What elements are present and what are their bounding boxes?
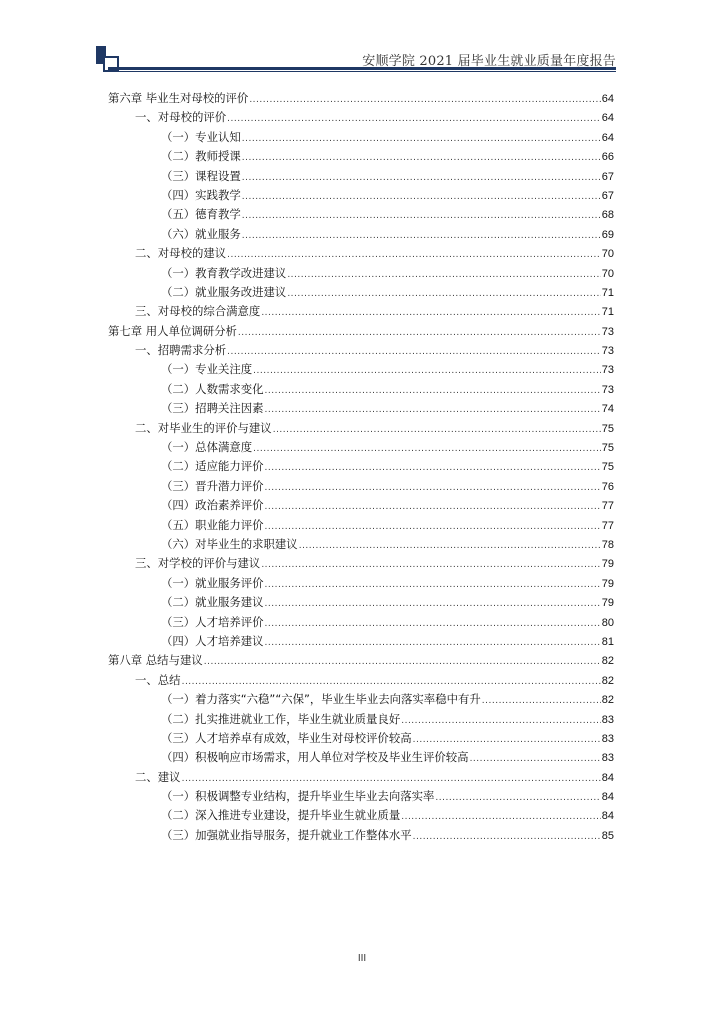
toc-entry[interactable]: [108, 516, 614, 535]
toc-entry[interactable]: [108, 535, 614, 554]
toc-leader-dots: [227, 343, 601, 362]
toc-entry-page: 82: [601, 674, 614, 687]
toc-entry-page: 83: [601, 732, 614, 745]
toc-leader-dots: [401, 808, 601, 827]
toc-entry[interactable]: [108, 768, 614, 787]
toc-entry-page: 84: [601, 791, 614, 804]
toc-entry[interactable]: [108, 496, 614, 515]
toc-entry[interactable]: [108, 729, 614, 748]
toc-entry-title: （一）着力落实“六稳”“六保”，毕业生毕业去向落实率稳中有升: [161, 692, 481, 707]
header-title: 安顺学院 2021 届毕业生就业质量年度报告: [362, 54, 616, 69]
toc-entry-page: 67: [601, 189, 614, 202]
toc-leader-dots: [287, 285, 600, 304]
toc-leader-dots: [227, 110, 601, 129]
toc-entry-title: （一）就业服务评价: [161, 575, 264, 590]
toc-entry[interactable]: [108, 806, 614, 825]
toc-leader-dots: [242, 207, 601, 226]
toc-entry[interactable]: [108, 283, 614, 302]
toc-entry[interactable]: [108, 89, 614, 108]
toc-entry[interactable]: [108, 632, 614, 651]
toc-entry-page: 77: [601, 519, 614, 532]
toc-entry-title: （二）适应能力评价: [161, 459, 264, 474]
toc-entry[interactable]: [108, 671, 614, 690]
toc-entry[interactable]: [108, 167, 614, 186]
toc-leader-dots: [265, 518, 601, 537]
toc-entry-title: （六）就业服务: [161, 226, 241, 241]
toc-entry-page: 75: [601, 422, 614, 435]
toc-leader-dots: [435, 789, 600, 808]
toc-entry-page: 78: [601, 538, 614, 551]
toc-entry[interactable]: [108, 593, 614, 612]
toc-entry-title: 第八章 总结与建议: [108, 653, 203, 668]
toc-leader-dots: [261, 304, 600, 323]
toc-leader-dots: [249, 91, 600, 110]
toc-entry-page: 85: [601, 829, 614, 842]
toc-entry-page: 79: [601, 597, 614, 610]
toc-entry-title: （四）人才培养建议: [161, 633, 264, 648]
toc-entry-page: 82: [601, 655, 614, 668]
toc-leader-dots: [470, 750, 601, 769]
toc-entry[interactable]: [108, 787, 614, 806]
toc-entry-page: 73: [601, 325, 614, 338]
toc-leader-dots: [253, 440, 601, 459]
toc-entry[interactable]: [108, 554, 614, 573]
toc-entry-title: （三）招聘关注因素: [161, 401, 264, 416]
toc-entry-page: 64: [601, 131, 614, 144]
toc-leader-dots: [265, 615, 601, 634]
toc-entry-page: 79: [601, 558, 614, 571]
toc-entry-title: （四）积极响应市场需求，用人单位对学校及毕业生评价较高: [161, 750, 469, 765]
toc-entry-page: 73: [601, 383, 614, 396]
toc-leader-dots: [482, 692, 601, 711]
toc-entry[interactable]: [108, 302, 614, 321]
toc-leader-dots: [265, 634, 601, 653]
toc-entry-title: 一、对母校的评价: [135, 110, 227, 125]
toc-entry-page: 68: [601, 209, 614, 222]
toc-leader-dots: [242, 130, 601, 149]
toc-entry-page: 67: [601, 170, 614, 183]
toc-entry[interactable]: [108, 710, 614, 729]
toc-entry-title: （一）积极调整专业结构，提升毕业生毕业去向落实率: [161, 789, 435, 804]
toc-entry-title: （二）就业服务改进建议: [161, 284, 287, 299]
toc-entry[interactable]: [108, 690, 614, 709]
toc-leader-dots: [238, 324, 601, 343]
toc-entry-title: （二）人数需求变化: [161, 381, 264, 396]
toc-entry-title: （三）人才培养卓有成效，毕业生对母校评价较高: [161, 730, 412, 745]
toc-entry[interactable]: [108, 826, 614, 845]
toc-leader-dots: [242, 188, 601, 207]
header-rule-thin: [108, 71, 616, 72]
toc-entry-page: 69: [601, 228, 614, 241]
toc-entry-page: 71: [601, 306, 614, 319]
toc-leader-dots: [265, 479, 601, 498]
toc-entry[interactable]: [108, 380, 614, 399]
toc-entry[interactable]: [108, 748, 614, 767]
toc-entry-title: （五）德育教学: [161, 207, 241, 222]
toc-entry-title: （四）实践教学: [161, 187, 241, 202]
toc-entry-page: 71: [601, 286, 614, 299]
toc-entry[interactable]: [108, 399, 614, 418]
toc-entry-title: 三、对母校的综合满意度: [135, 304, 261, 319]
toc-entry-page: 76: [601, 480, 614, 493]
toc-entry[interactable]: [108, 205, 614, 224]
toc-entry[interactable]: [108, 613, 614, 632]
toc-entry-page: 70: [601, 248, 614, 261]
toc-entry-title: （三）加强就业指导服务，提升就业工作整体水平: [161, 827, 412, 842]
toc-leader-dots: [265, 498, 601, 517]
table-of-contents: [108, 89, 614, 845]
toc-entry-page: 77: [601, 500, 614, 513]
toc-entry-page: 66: [601, 151, 614, 164]
toc-leader-dots: [265, 459, 601, 478]
toc-leader-dots: [265, 576, 601, 595]
page-number: III: [357, 953, 367, 964]
toc-leader-dots: [261, 556, 600, 575]
toc-entry-page: 83: [601, 713, 614, 726]
toc-entry-title: （五）职业能力评价: [161, 517, 264, 532]
toc-leader-dots: [287, 266, 600, 285]
toc-entry-page: 74: [601, 403, 614, 416]
toc-entry[interactable]: [108, 477, 614, 496]
toc-entry-title: 一、总结: [135, 672, 181, 687]
toc-entry-page: 84: [601, 771, 614, 784]
toc-entry-page: 73: [601, 345, 614, 358]
toc-entry[interactable]: [108, 225, 614, 244]
toc-entry-title: （一）专业认知: [161, 129, 241, 144]
toc-entry[interactable]: [108, 186, 614, 205]
toc-leader-dots: [413, 828, 601, 847]
toc-entry[interactable]: [108, 457, 614, 476]
toc-entry[interactable]: [108, 322, 614, 341]
toc-entry-title: 第六章 毕业生对母校的评价: [108, 91, 249, 105]
toc-entry-title: 二、对母校的建议: [135, 246, 227, 261]
toc-entry[interactable]: [108, 147, 614, 166]
toc-entry-page: 70: [601, 267, 614, 280]
toc-entry[interactable]: [108, 128, 614, 147]
toc-entry-page: 82: [601, 694, 614, 707]
toc-leader-dots: [242, 149, 601, 168]
toc-entry[interactable]: [108, 264, 614, 283]
toc-entry-page: 83: [601, 752, 614, 765]
toc-leader-dots: [242, 227, 601, 246]
toc-entry-title: （一）教育教学改进建议: [161, 265, 287, 280]
toc-entry[interactable]: [108, 419, 614, 438]
toc-entry-title: 一、招聘需求分析: [135, 343, 227, 358]
toc-entry-title: （四）政治素养评价: [161, 498, 264, 513]
toc-leader-dots: [265, 595, 601, 614]
toc-entry-page: 81: [601, 635, 614, 648]
toc-entry-title: （二）扎实推进就业工作，毕业生就业质量良好: [161, 711, 401, 726]
toc-entry[interactable]: [108, 651, 614, 670]
toc-entry[interactable]: [108, 360, 614, 379]
toc-entry[interactable]: [108, 438, 614, 457]
toc-entry[interactable]: [108, 108, 614, 127]
toc-entry-page: 75: [601, 461, 614, 474]
toc-entry-title: （二）就业服务建议: [161, 595, 264, 610]
toc-entry-page: 64: [601, 112, 614, 125]
toc-entry-title: （三）晋升潜力评价: [161, 478, 264, 493]
toc-entry-title: （三）人才培养评价: [161, 614, 264, 629]
toc-leader-dots: [265, 401, 601, 420]
toc-leader-dots: [253, 362, 601, 381]
toc-entry-title: 三、对学校的评价与建议: [135, 556, 261, 571]
toc-leader-dots: [401, 712, 601, 731]
toc-entry-page: 80: [601, 616, 614, 629]
toc-entry-page: 64: [601, 93, 614, 105]
toc-entry-title: 二、建议: [135, 769, 181, 784]
toc-entry-title: （三）课程设置: [161, 168, 241, 183]
toc-entry-title: （一）专业关注度: [161, 362, 253, 377]
toc-entry[interactable]: [108, 244, 614, 263]
toc-entry-page: 79: [601, 577, 614, 590]
toc-entry-title: （一）总体满意度: [161, 440, 253, 455]
toc-entry[interactable]: [108, 574, 614, 593]
toc-entry-title: （二）深入推进专业建设，提升毕业生就业质量: [161, 808, 401, 823]
toc-entry-page: 75: [601, 442, 614, 455]
toc-leader-dots: [265, 382, 601, 401]
toc-entry-title: 第七章 用人单位调研分析: [108, 323, 237, 338]
toc-leader-dots: [204, 653, 601, 672]
toc-entry-title: （二）教师授课: [161, 149, 241, 164]
toc-leader-dots: [299, 537, 601, 556]
toc-leader-dots: [242, 169, 601, 188]
toc-entry[interactable]: [108, 341, 614, 360]
toc-entry-page: 73: [601, 364, 614, 377]
toc-entry-page: 84: [601, 810, 614, 823]
toc-entry-title: （六）对毕业生的求职建议: [161, 536, 298, 551]
toc-leader-dots: [273, 421, 601, 440]
toc-entry-title: 二、对毕业生的评价与建议: [135, 420, 272, 435]
